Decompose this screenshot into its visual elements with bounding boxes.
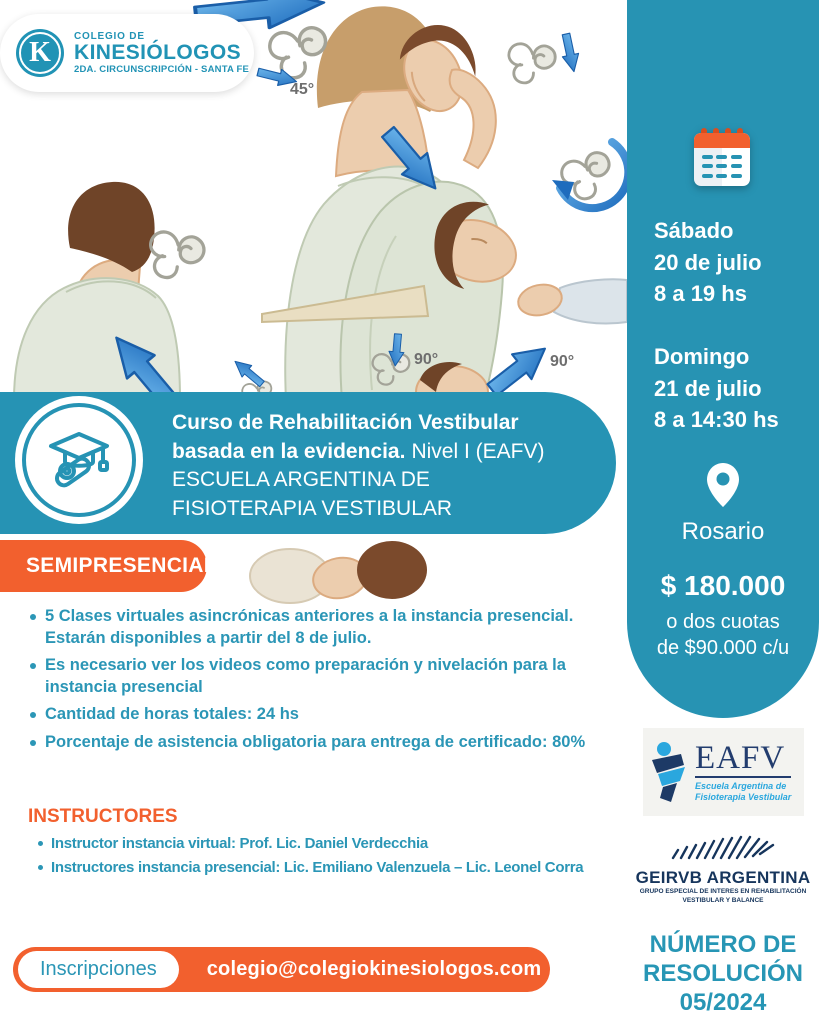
course-title-line2-level: Nivel I (EAFV)	[411, 439, 545, 463]
course-title-line2-bold: basada en la evidencia.	[172, 439, 406, 463]
enrollment-pill[interactable]	[13, 947, 550, 992]
location-city: Rosario	[681, 518, 765, 545]
resolution-line2: RESOLUCIÓN	[642, 960, 803, 987]
schedule-day-1	[654, 215, 762, 310]
eafv-logo	[643, 728, 804, 816]
course-details-list	[30, 606, 602, 759]
course-title-line2	[172, 438, 602, 467]
price-block	[627, 570, 819, 661]
geirvb-sub-line1: GRUPO ESPECIAL DE INTERES EN REHABILITACIÓN	[639, 888, 807, 895]
therapist-hands	[515, 279, 627, 323]
instructors-heading: INSTRUCTORES	[28, 806, 178, 827]
eafv-logo-text	[695, 742, 791, 802]
college-logo-line1: COLEGIO DE	[74, 31, 145, 42]
inner-ear-icon	[270, 28, 326, 78]
resolution-number	[627, 930, 819, 1017]
instructors-list	[38, 832, 583, 879]
location-pin-icon	[706, 462, 740, 508]
eafv-sub-line2: Fisioterapia Vestibular	[695, 791, 792, 802]
eafv-figure-icon	[651, 741, 689, 803]
course-school-line2: FISIOTERAPIA VESTIBULAR	[172, 496, 453, 520]
college-monogram-icon	[16, 29, 64, 77]
detail-item: Cantidad de horas totales: 24 hs	[30, 704, 602, 726]
schedule-day-2-date: 21 de julio	[654, 375, 762, 401]
price-installments-line1: o dos cuotas	[666, 611, 780, 633]
course-school-line1: ESCUELA ARGENTINA DE	[172, 468, 430, 491]
figure-head-held	[250, 541, 427, 603]
event-info-sidebar	[627, 0, 819, 718]
schedule-day-2-day: Domingo	[654, 344, 750, 369]
schedule-day-1-time: 8 a 19 hs	[654, 281, 747, 306]
angle-label-90-right: 90°	[550, 353, 575, 370]
eafv-sub-line1: Escuela Argentina de	[695, 781, 787, 791]
course-title	[172, 409, 602, 523]
angle-label-45: 45°	[290, 81, 315, 98]
figure-patient-head-down	[14, 182, 180, 400]
enrollment-email[interactable]: colegio@colegiokinesiologos.com	[206, 958, 542, 980]
college-logo-text	[74, 31, 249, 75]
price-installments-line2: de $90.000 c/u	[656, 637, 790, 659]
inner-ear-icon	[503, 37, 558, 89]
geirvb-sub-line2: VESTIBULAR Y BALANCE	[682, 896, 764, 904]
detail-item: 5 Clases virtuales asincrónicas anteriores a la instancia presencial. Estarán disponibles a partir del 8 de julio.	[30, 606, 602, 649]
college-logo	[0, 14, 254, 92]
college-logo-name: KINESIÓLOGOS	[74, 41, 241, 64]
angle-label-90-left: 90°	[414, 351, 439, 368]
schedule-day-2-time: 8 a 14:30 hs	[654, 407, 779, 432]
instructor-item: Instructores instancia presencial: Lic. Emiliano Valenzuela – Lic. Leonel Corra	[38, 856, 583, 880]
schedule-day-2	[654, 341, 779, 436]
schedule-day-1-date: 20 de julio	[654, 249, 762, 275]
calendar-icon	[694, 133, 750, 186]
enrollment-label: Inscripciones	[18, 951, 179, 988]
course-title-banner	[0, 392, 616, 534]
college-logo-sub: 2DA. CIRCUNSCRIPCIÓN - SANTA FE	[74, 64, 250, 75]
resolution-line1: NÚMERO DE	[649, 931, 797, 958]
detail-item: Porcentaje de asistencia obligatoria para entrega de certificado: 80%	[30, 732, 602, 754]
college-monogram-letter: K	[29, 37, 51, 68]
graduation-cap-icon	[15, 396, 143, 524]
modality-badge: SEMIPRESENCIAL	[0, 540, 207, 592]
rotation-arrow	[558, 32, 582, 73]
detail-item: Es necesario ver los videos como preparación y nivelación para la instancia presencial	[30, 655, 602, 698]
geirvb-logo	[627, 834, 819, 905]
geirvb-wing-icon	[667, 834, 779, 862]
geirvb-name: GEIRVB ARGENTINA	[635, 868, 811, 887]
price-amount: $ 180.000	[660, 570, 786, 601]
eafv-acronym: EAFV	[695, 742, 791, 778]
course-title-line1: Curso de Rehabilitación Vestibular	[172, 411, 519, 434]
schedule-day-1-day: Sábado	[654, 218, 734, 243]
instructor-item: Instructor instancia virtual: Prof. Lic. Daniel Verdecchia	[38, 832, 583, 856]
resolution-line3: 05/2024	[679, 989, 767, 1016]
